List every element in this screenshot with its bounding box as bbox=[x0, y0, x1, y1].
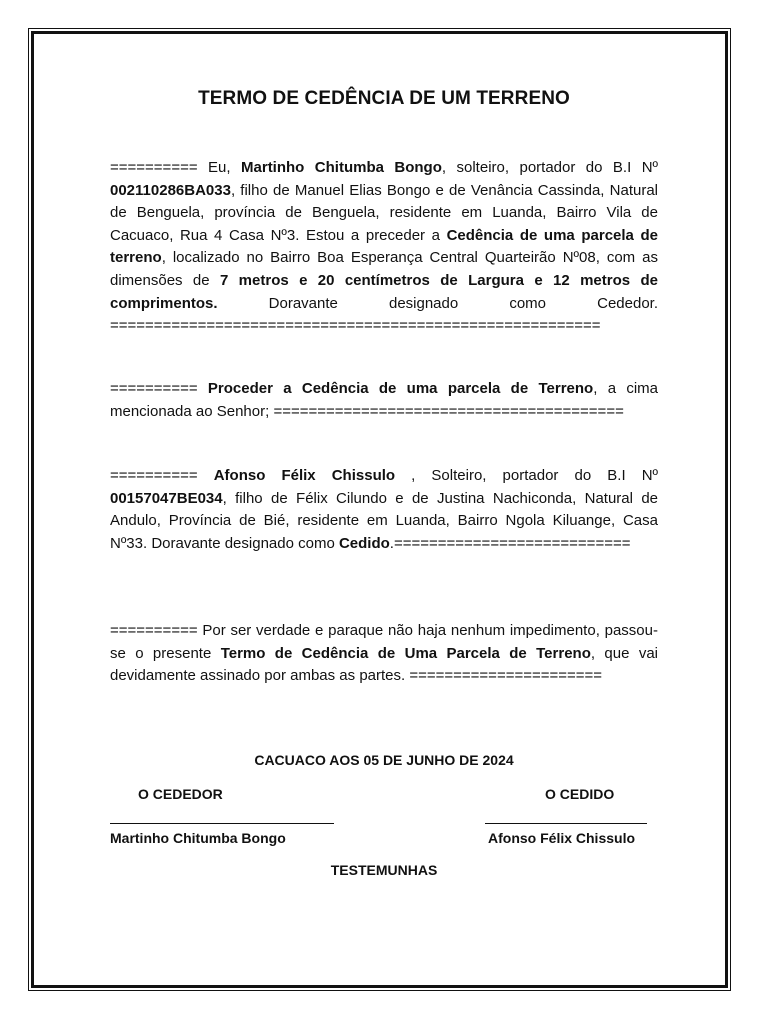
cessionario-name: Afonso Félix Chissulo bbox=[213, 467, 396, 484]
text-run: , localizado no Bairro Boa Esperança Central Quarteirão Nº08, com as dimensões de bbox=[110, 249, 658, 289]
text-run: , filho de Manuel Elias Bongo e de Venância Cassinda, Natural de Benguela, província de Benguela, residente em Luanda, Bairro Vila de Cacuaco, Rua 4 Casa Nº3. Estou a preceder a bbox=[110, 181, 658, 244]
cedente-name: Martinho Chitumba Bongo bbox=[241, 159, 442, 176]
land-dimensions: 7 metros e 20 centímetros de Largura e 12 metros de comprimentos. bbox=[110, 271, 658, 312]
paragraph-proceder bbox=[110, 378, 658, 423]
text-run: , Solteiro, portador do B.I Nº bbox=[395, 467, 659, 484]
cedente-signature-name: Martinho Chitumba Bongo bbox=[110, 830, 286, 846]
text-run: ========== Por ser verdade e paraque não haja nenhum impedimento, passou-se o presente bbox=[110, 622, 658, 662]
text-run: .=========================== bbox=[389, 534, 631, 552]
document-title: TERMO DE CEDÊNCIA DE UM TERRENO bbox=[198, 88, 570, 109]
cedente-signature-line bbox=[110, 823, 334, 824]
cessionario-id-number: 00157047BE034 bbox=[110, 489, 223, 507]
witnesses-heading: TESTEMUNHAS bbox=[330, 862, 438, 878]
paragraph-cessionario bbox=[110, 465, 658, 555]
text-run: , a cima mencionada ao Senhor; ======================================== bbox=[110, 380, 659, 420]
cedido-word: Cedido bbox=[338, 534, 390, 552]
text-run: , solteiro, portador do B.I Nº bbox=[441, 159, 659, 176]
term-phrase: Termo de Cedência de Uma Parcela de Terreno bbox=[220, 644, 591, 662]
text-run: , filho de Félix Cilundo e de Justina Nachiconda, Natural de Andulo, Província de Bié, residente em Luanda, Bairro Ngola Kiluange, Casa Nº33. Doravante designado como bbox=[110, 489, 658, 552]
paragraph-cedente bbox=[110, 157, 658, 338]
date-line: CACUACO AOS 05 DE JUNHO DE 2024 bbox=[254, 752, 514, 768]
cedido-signature-name: Afonso Félix Chissulo bbox=[488, 830, 636, 846]
text-run: , que vai devidamente assinado por ambas as partes. ====================== bbox=[110, 644, 658, 685]
text-run: Doravante designado como Cededor. ======================================================== bbox=[110, 294, 658, 335]
paragraph-closing bbox=[110, 620, 658, 688]
cedente-id-number: 002110286BA033 bbox=[110, 181, 231, 199]
cedido-signature-line bbox=[485, 823, 647, 824]
text-run: ========== bbox=[110, 380, 208, 397]
text-run: ========== Eu, bbox=[110, 159, 242, 176]
cedente-signature-label: O CEDEDOR bbox=[138, 786, 223, 802]
cession-phrase: Cedência de uma parcela de terreno bbox=[110, 226, 658, 267]
cedido-signature-label: O CEDIDO bbox=[545, 786, 615, 802]
proceder-phrase: Proceder a Cedência de uma parcela de Terreno bbox=[207, 380, 594, 397]
text-run: ========== bbox=[110, 467, 214, 484]
